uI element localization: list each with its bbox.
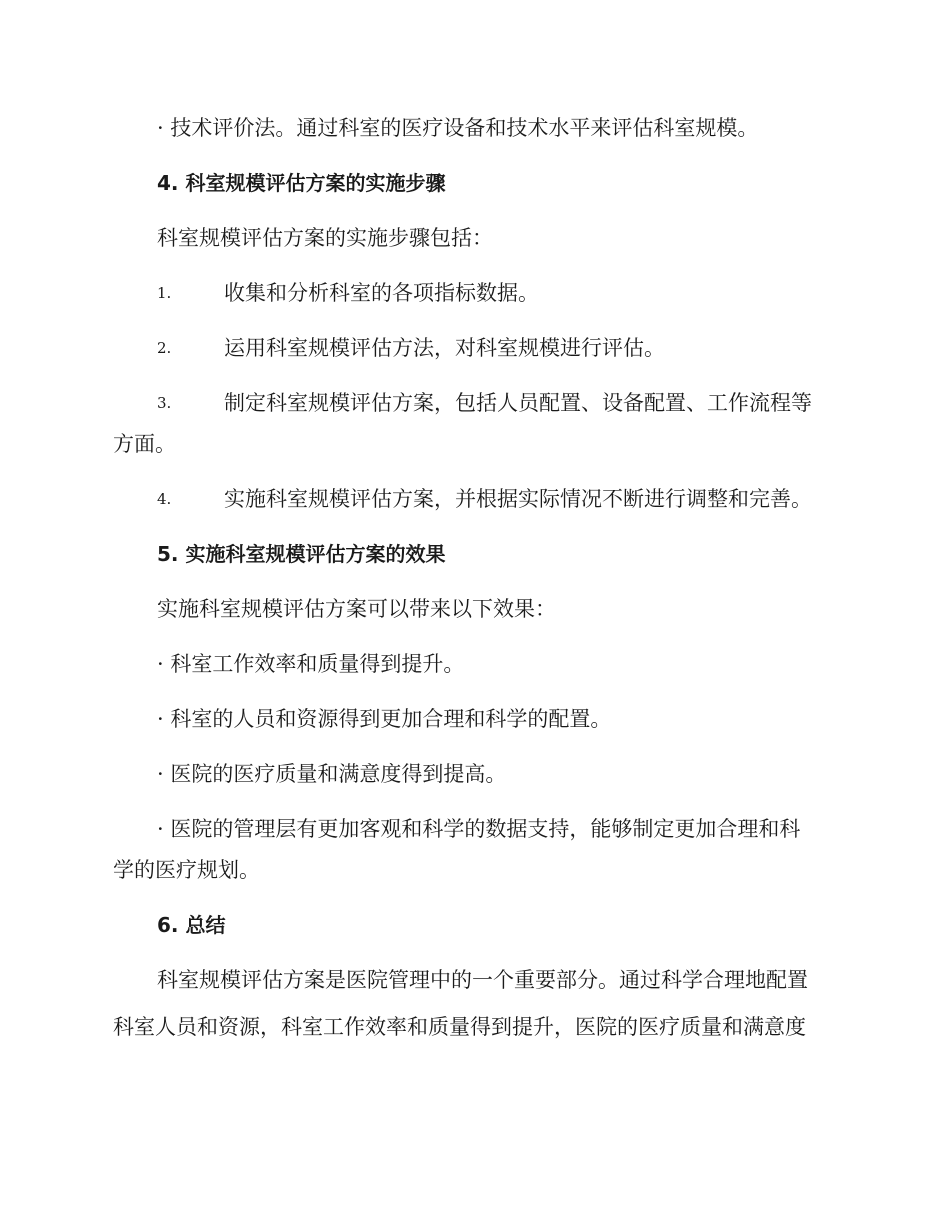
step-1-text: 收集和分析科室的各项指标数据。 bbox=[224, 281, 539, 305]
step-3-continuation: 方面。 bbox=[113, 432, 176, 456]
summary-paragraph-line-2: 科室人员和资源，科室工作效率和质量得到提升，医院的医疗质量和满意度 bbox=[113, 1015, 806, 1039]
step-1-number: 1. bbox=[157, 284, 172, 302]
effect-bullet-3: · 医院的医疗质量和满意度得到提高。 bbox=[157, 762, 507, 786]
summary-paragraph-line-1: 科室规模评估方案是医院管理中的一个重要部分。通过科学合理地配置 bbox=[157, 968, 808, 992]
section-5-intro: 实施科室规模评估方案可以带来以下效果： bbox=[157, 597, 556, 621]
step-3-number: 3. bbox=[157, 394, 172, 412]
effect-bullet-1: · 科室工作效率和质量得到提升。 bbox=[157, 652, 465, 676]
bullet-tech-evaluation: · 技术评价法。通过科室的医疗设备和技术水平来评估科室规模。 bbox=[157, 116, 759, 140]
effect-bullet-2: · 科室的人员和资源得到更加合理和科学的配置。 bbox=[157, 707, 612, 731]
section-4-heading: 4. 科室规模评估方案的实施步骤 bbox=[157, 171, 446, 195]
step-4-text: 实施科室规模评估方案，并根据实际情况不断进行调整和完善。 bbox=[224, 487, 812, 511]
effect-bullet-4-continuation: 学的医疗规划。 bbox=[113, 858, 260, 882]
step-4-number: 4. bbox=[157, 490, 172, 508]
section-5-heading: 5. 实施科室规模评估方案的效果 bbox=[157, 542, 446, 566]
step-3-text: 制定科室规模评估方案，包括人员配置、设备配置、工作流程等 bbox=[224, 391, 812, 415]
step-2-number: 2. bbox=[157, 339, 172, 357]
section-6-heading: 6. 总结 bbox=[157, 913, 226, 937]
effect-bullet-4: · 医院的管理层有更加客观和科学的数据支持，能够制定更加合理和科 bbox=[157, 817, 801, 841]
step-2-text: 运用科室规模评估方法，对科室规模进行评估。 bbox=[224, 336, 665, 360]
section-4-intro: 科室规模评估方案的实施步骤包括： bbox=[157, 226, 493, 250]
